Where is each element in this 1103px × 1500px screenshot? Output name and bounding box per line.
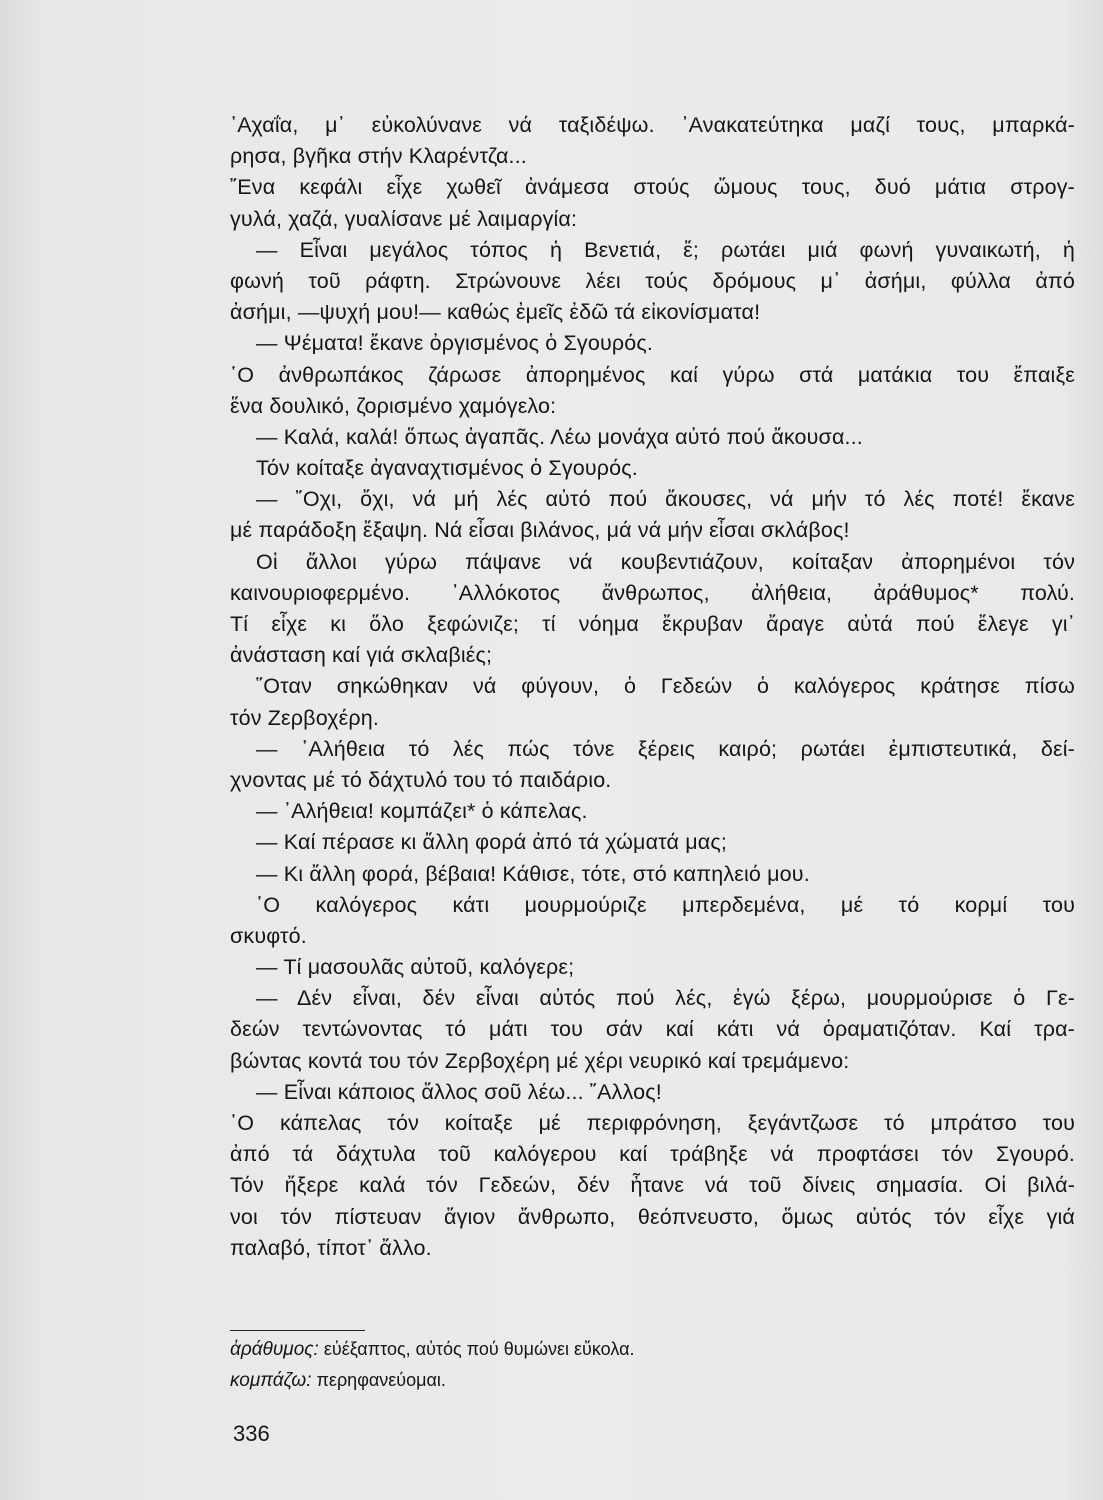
text-line: καινουριοφερμένο. ᾿Αλλόκοτος ἄνθρωπος, ἀλήθεια, ἀράθυμος* πολύ.	[230, 580, 1075, 605]
text-line: Τόν ἤξερε καλά τόν Γεδεών, δέν ἦτανε νά τοῦ δίνεις σημασία. Οἱ βιλά-	[230, 1173, 1075, 1198]
text-line: δεών τεντώνοντας τό μάτι του σάν καί κάτι νά ὁραματιζόταν. Καί τρα-	[230, 1017, 1075, 1042]
text-line: — ῎Οχι, ὄχι, νά μή λές αὐτό πού ἄκουσες, νά μήν τό λές ποτέ! ἔκανε	[256, 487, 1075, 512]
text-line: ἀπό τά δάχτυλα τοῦ καλόγερου καί τράβηξε νά προφτάσει τόν Σγουρό.	[230, 1142, 1075, 1167]
text-line: Τί εἶχε κι ὅλο ξεφώνιζε; τί νόημα ἔκρυβαν ἄραγε αὐτά πού ἔλεγε γι᾿	[230, 612, 1075, 636]
footnotes	[230, 1334, 635, 1396]
footnote	[230, 1365, 635, 1396]
text-line: βώντας κοντά του τόν Ζερβοχέρη μέ χέρι νευρικό καί τρεμάμενο:	[230, 1048, 850, 1073]
text-line: — Δέν εἶναι, δέν εἶναι αὐτός πού λές, ἐγώ ξέρω, μουρμούρισε ὁ Γε-	[256, 986, 1075, 1011]
text-line: — Καλά, καλά! ὅπως ἀγαπᾶς. Λέω μονάχα αὐτό πού ἄκουσα...	[256, 424, 863, 449]
text-line: φωνή τοῦ ράφτη. Στρώνουνε λέει τούς δρόμους μ᾿ ἀσήμι, φύλλα ἀπό	[230, 268, 1075, 293]
footnote-definition: περηφανεύομαι.	[316, 1370, 446, 1390]
text-line: ἀνάσταση καί γιά σκλαβιές;	[230, 643, 493, 668]
text-line: — Ψέματα! ἔκανε ὀργισμένος ὁ Σγουρός.	[256, 331, 653, 356]
text-line: — Τί μασουλᾶς αὐτοῦ, καλόγερε;	[256, 955, 575, 980]
text-line: γυλά, χαζά, γυαλίσανε μέ λαιμαργία:	[230, 206, 578, 231]
text-line: σκυφτό.	[230, 923, 307, 948]
body-text	[230, 110, 1075, 1264]
text-line: — Εἶναι μεγάλος τόπος ἡ Βενετιά, ἔ; ρωτάει μιά φωνή γυναικωτή, ἡ	[256, 237, 1075, 262]
footnote-term: ἀράθυμος:	[230, 1339, 319, 1360]
text-line: ἕνα δουλικό, ζορισμένο χαμόγελο:	[230, 393, 557, 418]
text-line: ῞Οταν σηκώθηκαν νά φύγουν, ὁ Γεδεών ὁ καλόγερος κράτησε πίσω	[256, 674, 1075, 699]
text-line: ῎Ενα κεφάλι εἶχε χωθεῖ ἀνάμεσα στούς ὤμους τους, δυό μάτια στρογ-	[230, 175, 1075, 200]
text-line: ᾿Αχαΐα, μ᾿ εὐκολύνανε νά ταξιδέψω. ᾿Ανακατεύτηκα μαζί τους, μπαρκά-	[230, 113, 1075, 137]
text-line: χνοντας μέ τό δάχτυλό του τό παιδάριο.	[230, 767, 612, 792]
footnote-divider	[230, 1330, 365, 1331]
footnote-definition: εὐέξαπτος, αὐτός πού θυμώνει εὔκολα.	[323, 1339, 635, 1359]
text-line: — Κι ἄλλη φορά, βέβαια! Κάθισε, τότε, στό καπηλειό μου.	[256, 861, 810, 886]
text-line: Τόν κοίταξε ἀγαναχτισμένος ὁ Σγουρός.	[256, 456, 638, 481]
text-line: ῾Ο καλόγερος κάτι μουρμούριζε μπερδεμένα, μέ τό κορμί του	[256, 892, 1075, 917]
text-line: — ᾿Αλήθεια τό λές πώς τόνε ξέρεις καιρό; ρωτάει ἐμπιστευτικά, δεί-	[256, 736, 1075, 761]
text-line: — Εἶναι κάποιος ἄλλος σοῦ λέω... ῎Αλλος!	[256, 1079, 662, 1104]
text-line: ἀσήμι, —ψυχή μου!— καθώς ἐμεῖς ἐδῶ τά εἰκονίσματα!	[230, 300, 761, 325]
text-line: — Καί πέρασε κι ἄλλη φορά ἀπό τά χώματά μας;	[256, 830, 727, 855]
footnote	[230, 1334, 635, 1365]
text-line: ῾Ο κάπελας τόν κοίταξε μέ περιφρόνηση, ξεγάντζωσε τό μπράτσο του	[230, 1111, 1075, 1135]
text-line: ῾Ο ἀνθρωπάκος ζάρωσε ἀπορημένος καί γύρω στά ματάκια του ἔπαιξε	[230, 362, 1075, 387]
text-line: μέ παράδοξη ἔξαψη. Νά εἶσαι βιλάνος, μά νά μήν εἶσαι σκλάβος!	[230, 518, 850, 543]
footnote-term: κομπάζω:	[230, 1370, 312, 1391]
text-line: Οἱ ἄλλοι γύρω πάψανε νά κουβεντιάζουν, κοίταξαν ἀπορημένοι τόν	[256, 549, 1075, 574]
text-line: ρησα, βγῆκα στήν Κλαρέντζα...	[230, 144, 527, 169]
text-line: παλαβό, τίποτ᾿ ἄλλο.	[230, 1235, 432, 1260]
text-line: τόν Ζερβοχέρη.	[230, 705, 379, 730]
page-number: 336	[233, 1421, 270, 1446]
text-line: νοι τόν πίστευαν ἅγιον ἄνθρωπο, θεόπνευστο, ὅμως αὐτός τόν εἶχε γιά	[230, 1204, 1075, 1229]
text-line: — ᾿Αλήθεια! κομπάζει* ὁ κάπελας.	[256, 799, 588, 824]
